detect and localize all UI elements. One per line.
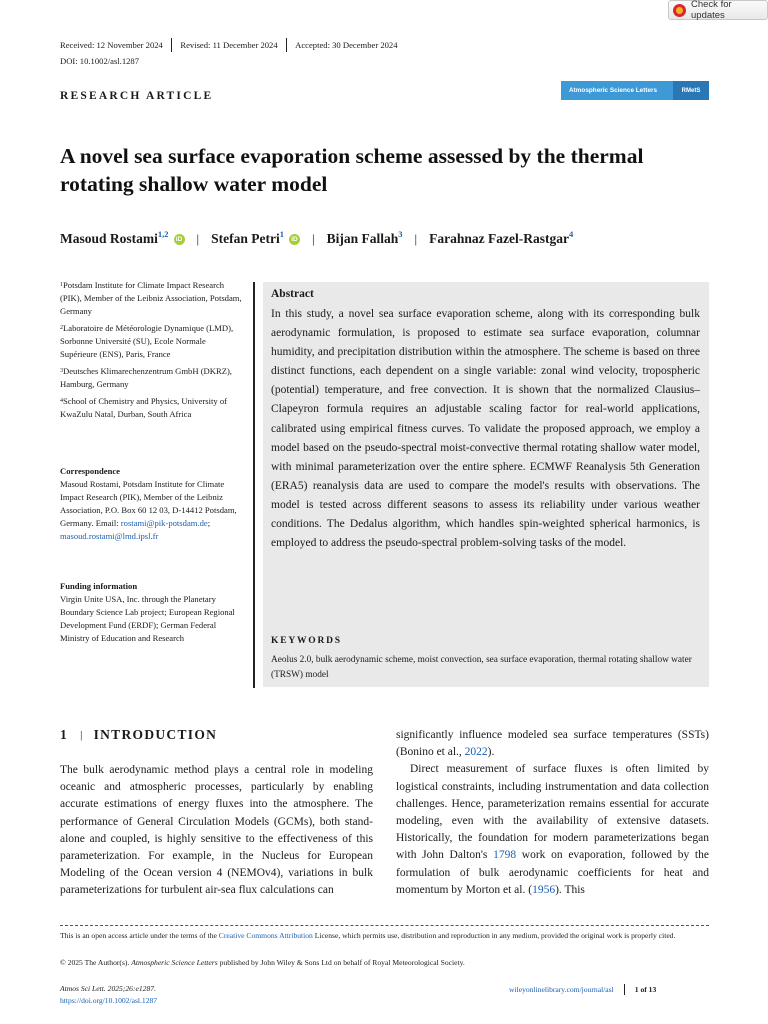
doi-link[interactable]: https://doi.org/10.1002/asl.1287 bbox=[60, 996, 158, 1005]
paragraph-text: ). This bbox=[555, 883, 585, 896]
footnote-text: License, which permits use, distribution and reproduction in any medium, provided the original work is properly cited. bbox=[312, 931, 676, 940]
correspondence-text: Masoud Rostami, Potsdam Institute for Climate Impact Research (PIK), Member of the Leibniz Association, P.O. Box 60 12 03, D-14412 Potsdam, Germany. bbox=[60, 479, 237, 528]
correspondence-heading: Correspondence bbox=[60, 466, 120, 476]
orcid-icon[interactable]: iD bbox=[289, 234, 300, 245]
section-number: 1 bbox=[60, 727, 69, 742]
affiliation-item bbox=[60, 322, 245, 361]
author-affiliation-sup[interactable]: 1,2 bbox=[157, 229, 169, 239]
abstract-text: In this study, a novel sea surface evaporation scheme, along with its corresponding bulk aerodynamic formulation, is proposed to estimate sea surface evaporation, columnar humidity, and precipitation distribution within the atmosphere. The scheme is based on three distinct functions, each dependent on a single variable: zonal wind velocity, tropospheric (potential) temperature, and free convection. It is shown that the normalized Clausius–Clapeyron formula requires an adjustable scaling factor for real-world applications, calibrated using empirical fitness curves. To validate the proposed approach, we employ a model based on the pseudo-spectral moist-convective thermal rotating shallow water model, with minimal parameterization over the entire sphere. ECMWF Reanalysis 5th Generation (ERA5) reanalysis data are used to compare the model's results with observations. The model is tested across different seasons to assess its reliability under various weather conditions. The Dedalus algorithm, which handles spin-weighted spherical harmonics, is employed to address the pseudo-spectral problem-solving tasks of the model. bbox=[271, 308, 700, 550]
check-for-updates-button[interactable] bbox=[668, 0, 768, 20]
keywords-text: Aeolus 2.0, bulk aerodynamic scheme, moist convection, sea surface evaporation, thermal rotating shallow water (TRSW) model bbox=[271, 655, 692, 680]
footer-page-info bbox=[509, 983, 656, 995]
section-heading-introduction bbox=[60, 727, 217, 743]
author-separator: | bbox=[311, 231, 315, 246]
affiliation-item bbox=[60, 365, 245, 391]
author-name[interactable]: Masoud Rostami bbox=[60, 231, 158, 246]
affiliation-text: Potsdam Institute for Climate Impact Research (PIK), Member of the Leibniz Association, Potsdam, Germany bbox=[60, 280, 242, 316]
email-link[interactable]: masoud.rostami@lmd.ipsl.fr bbox=[60, 531, 159, 541]
affiliation-number: 3 bbox=[60, 368, 63, 374]
paragraph-text: significantly influence modeled sea surface temperatures (SSTs) (Bonino et al., bbox=[396, 729, 709, 759]
footnote-divider bbox=[60, 925, 709, 926]
correspondence bbox=[60, 465, 245, 543]
divider bbox=[171, 38, 173, 52]
author-affiliation-sup[interactable]: 1 bbox=[279, 229, 284, 239]
email-link[interactable]: rostami@pik-potsdam.de bbox=[120, 518, 208, 528]
page-number: 1 of 13 bbox=[634, 984, 657, 994]
affiliation-text: Laboratoire de Météorologie Dynamique (LMD), Sorbonne Université (SU), Ecole Normale Supérieure (ENS), Paris, France bbox=[60, 323, 234, 359]
affiliation-item bbox=[60, 395, 245, 421]
received-date: Received: 12 November 2024 bbox=[60, 40, 163, 50]
author-affiliation-sup[interactable]: 4 bbox=[568, 229, 574, 239]
journal-logo[interactable] bbox=[561, 81, 709, 100]
footnote-text: This is an open access article under the terms of the bbox=[60, 931, 219, 940]
citation-link[interactable]: 1956 bbox=[532, 883, 556, 896]
journal-site-link[interactable]: wileyonlinelibrary.com/journal/asl bbox=[509, 984, 614, 994]
license-footnote bbox=[60, 930, 709, 942]
article-title: A novel sea surface evaporation scheme assessed by the thermal rotating shallow water model bbox=[60, 144, 644, 196]
article-dates bbox=[60, 38, 398, 52]
revised-date: Revised: 11 December 2024 bbox=[180, 40, 278, 50]
footnote-text: published by John Wiley & Sons Ltd on behalf of Royal Meteorological Society. bbox=[217, 958, 465, 967]
check-for-updates-label: Check for updates bbox=[691, 0, 732, 21]
author-name[interactable]: Farahnaz Fazel-Rastgar bbox=[429, 231, 569, 246]
orcid-icon[interactable]: iD bbox=[174, 234, 185, 245]
journal-logo-text: Atmospheric Science Letters bbox=[561, 81, 673, 100]
copyright-footnote bbox=[60, 958, 709, 967]
author-name[interactable]: Stefan Petri bbox=[211, 231, 280, 246]
affiliation-number: 2 bbox=[60, 325, 63, 331]
affiliation-number: 4 bbox=[60, 398, 63, 404]
affiliations bbox=[60, 279, 245, 425]
divider bbox=[624, 984, 625, 995]
intro-column-2 bbox=[396, 727, 709, 899]
doi-line: DOI: 10.1002/asl.1287 bbox=[60, 56, 140, 66]
article-type: RESEARCH ARTICLE bbox=[60, 90, 214, 102]
intro-paragraph bbox=[396, 761, 709, 899]
keywords-heading: KEYWORDS bbox=[271, 636, 342, 646]
section-title: INTRODUCTION bbox=[93, 727, 218, 742]
journal-citation: Atmos Sci Lett. 2025;26:e1287. bbox=[60, 984, 156, 993]
license-link[interactable]: Creative Commons Attribution bbox=[218, 931, 313, 940]
section-separator: | bbox=[80, 729, 84, 741]
author-affiliation-sup[interactable]: 3 bbox=[398, 229, 403, 239]
footer-citation bbox=[60, 983, 157, 1007]
column-divider bbox=[253, 282, 255, 688]
author-list bbox=[60, 229, 573, 249]
email-label: Email: bbox=[95, 518, 121, 528]
affiliation-item bbox=[60, 279, 245, 318]
funding-information bbox=[60, 580, 245, 645]
abstract-heading: Abstract bbox=[271, 288, 314, 300]
footnote-text: © 2025 The Author(s). bbox=[60, 958, 132, 967]
update-icon bbox=[673, 4, 686, 17]
email-separator: ; bbox=[207, 518, 211, 528]
author-separator: | bbox=[414, 231, 418, 246]
author-name[interactable]: Bijan Fallah bbox=[326, 231, 399, 246]
journal-name: Atmospheric Science Letters bbox=[131, 958, 218, 967]
funding-heading: Funding information bbox=[60, 581, 138, 591]
affiliation-text: School of Chemistry and Physics, University of KwaZulu Natal, Durban, South Africa bbox=[60, 396, 227, 419]
society-logo: RMetS bbox=[673, 81, 709, 100]
citation-link[interactable]: 1798 bbox=[493, 849, 517, 862]
intro-paragraph-continued bbox=[396, 727, 709, 761]
divider bbox=[286, 38, 288, 52]
author-separator: | bbox=[196, 231, 200, 246]
paragraph-text: Direct measurement of surface fluxes is often limited by logistical constraints, including instrumentation and data collection challenges. Hence, parameterization remains essential for accurate modeling, even with the availability of extensive datasets. Historically, the foundation for modern parameterizations began with John Dalton's bbox=[396, 763, 709, 862]
affiliation-text: Deutsches Klimarechenzentrum GmbH (DKRZ), Hamburg, Germany bbox=[60, 366, 232, 389]
paragraph-text: ). bbox=[487, 746, 495, 759]
funding-text: Virgin Unite USA, Inc. through the Planetary Boundary Science Lab project; European Regional Development Fund (ERDF); German Federal Ministry of Education and Research bbox=[60, 594, 235, 643]
affiliation-number: 1 bbox=[60, 282, 63, 288]
intro-paragraph: The bulk aerodynamic method plays a central role in modeling oceanic and atmospheric processes, particularly by enabling accurate estimations of energy fluxes into the atmosphere. The performance of General Circulation Models (GCMs), both stand-alone and coupled, is highly sensitive to the effectiveness of this parameterization. For example, in the Nucleus for European Modeling of the Ocean version 4 (NEMOv4), variations in bulk parameterizations for turbulent air-sea flux calculations can bbox=[60, 764, 373, 897]
citation-link[interactable]: 2022 bbox=[464, 746, 488, 759]
paragraph-text: work on evaporation, followed by the formulation of bulk aerodynamic coefficients for heat and momentum by Morton et al. ( bbox=[396, 849, 709, 896]
accepted-date: Accepted: 30 December 2024 bbox=[295, 40, 398, 50]
